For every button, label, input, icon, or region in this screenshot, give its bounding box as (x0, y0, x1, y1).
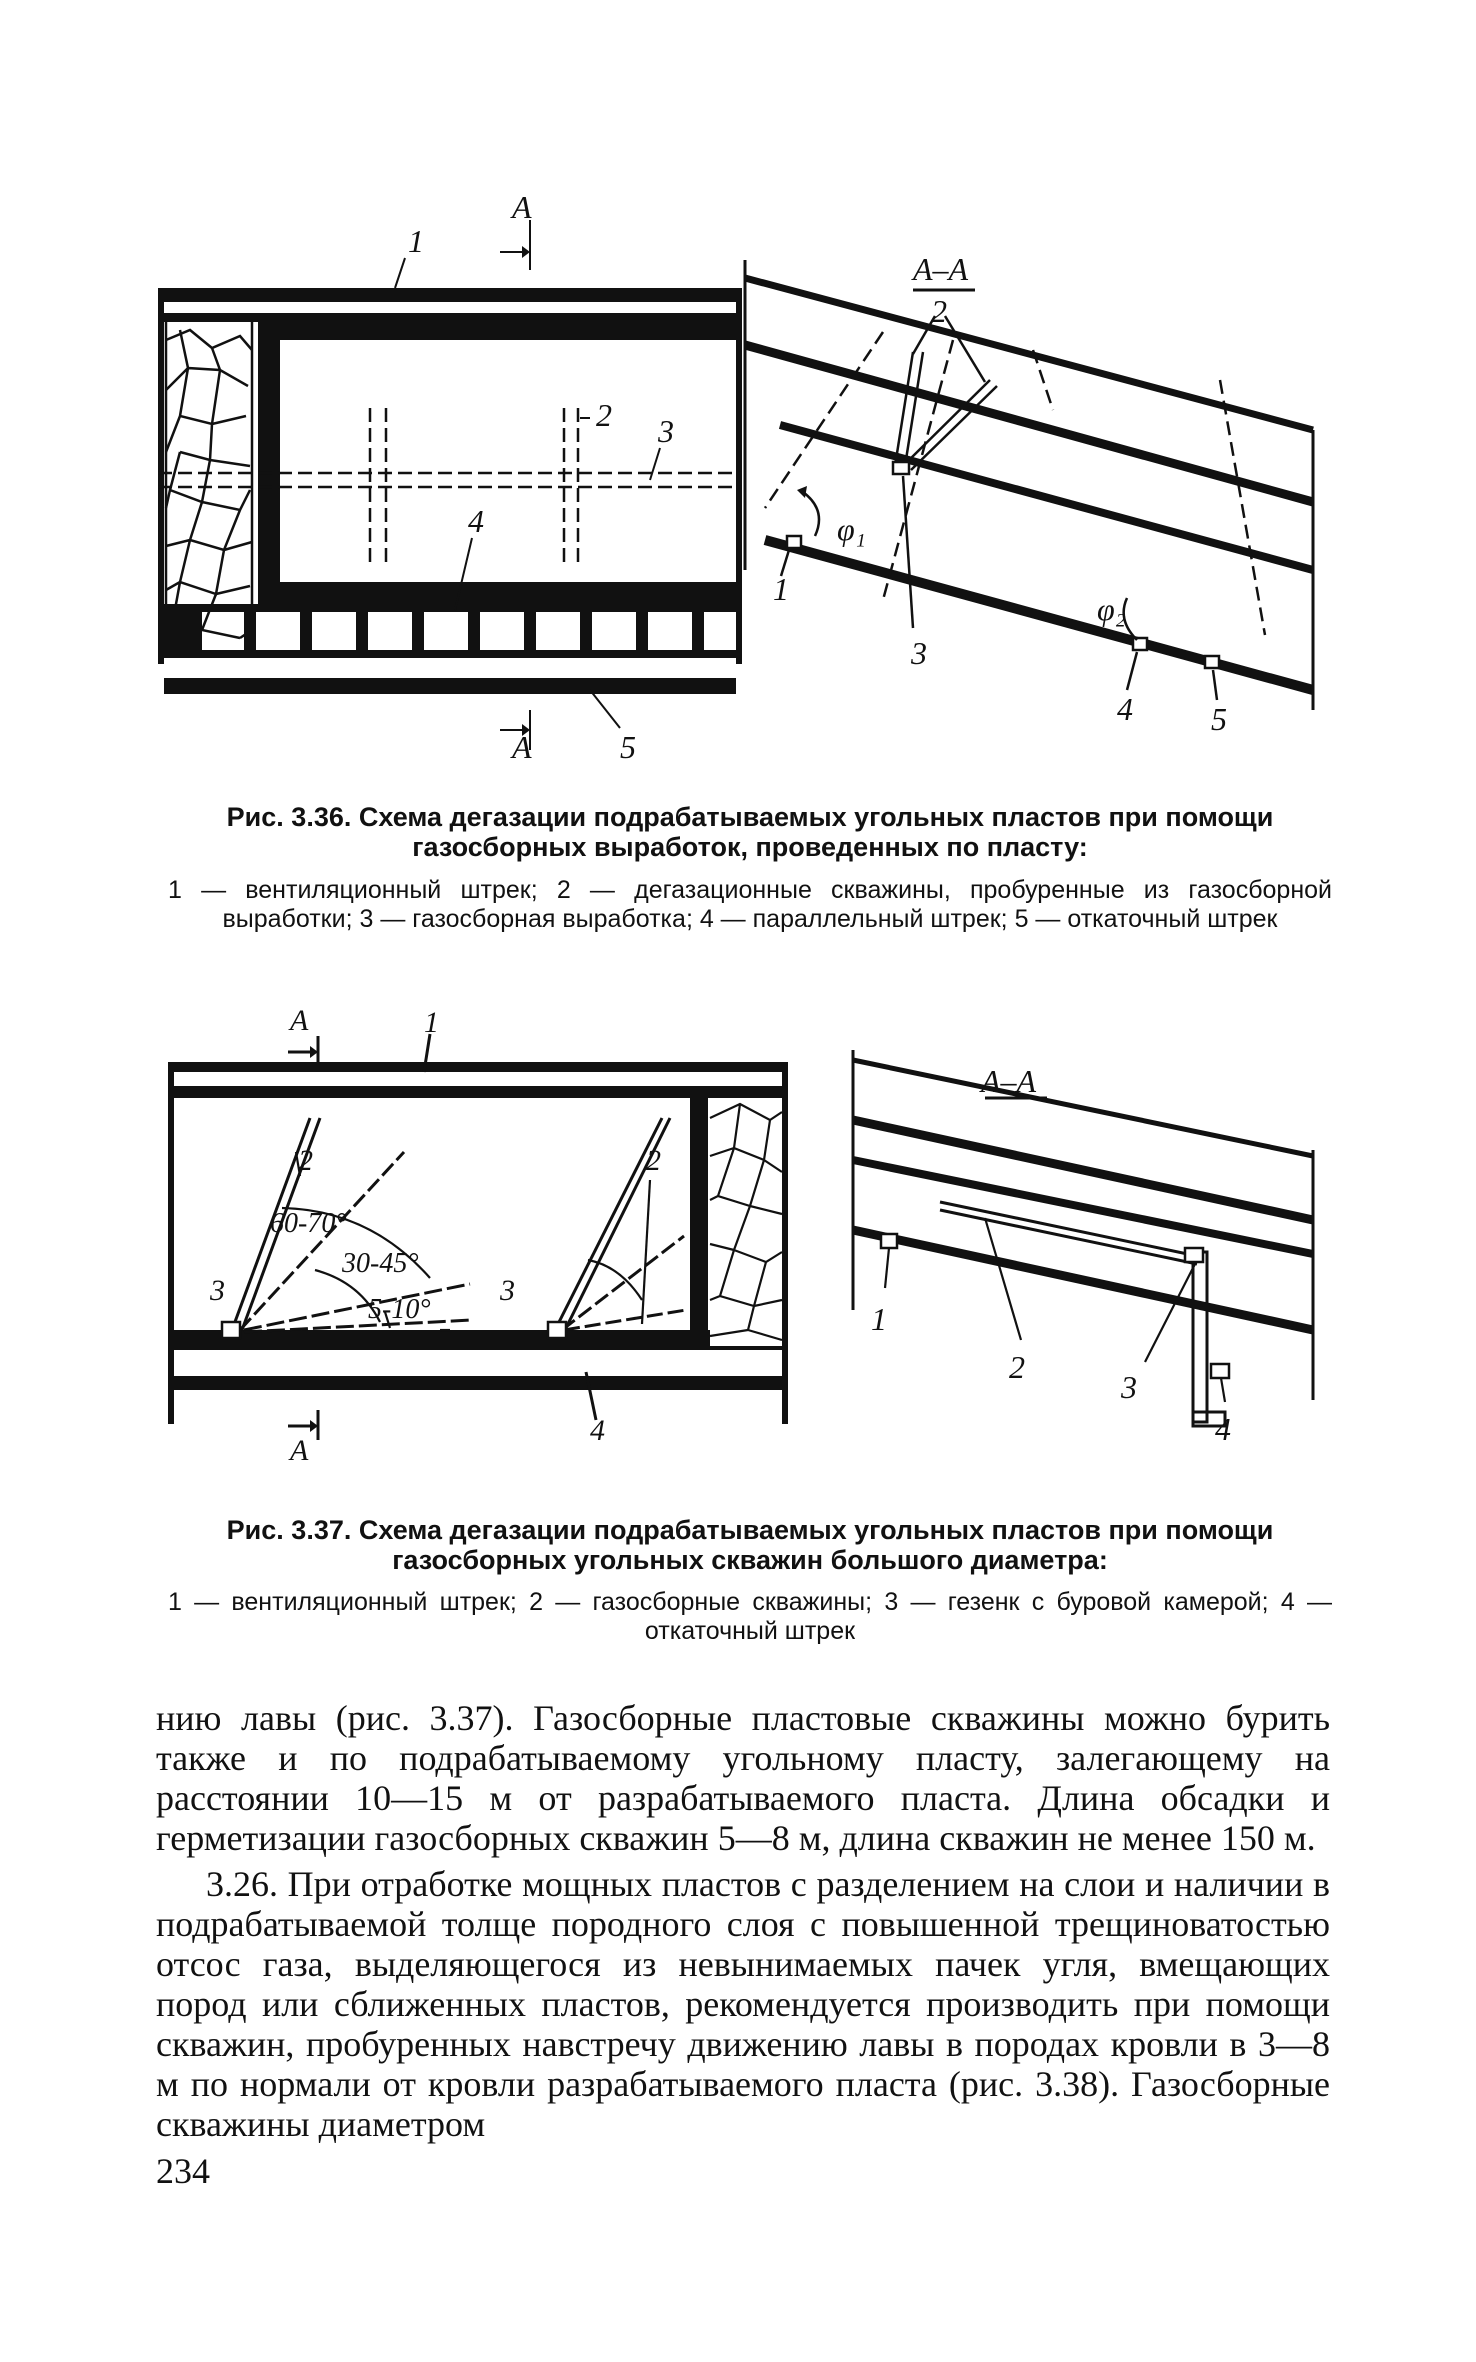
angle-phi-1: φ₁ (837, 511, 866, 547)
plan-label-4: 4 (590, 1414, 605, 1447)
figure-3-37-legend: 1 — вентиляционный штрек; 2 — газосборные скважины; 3 — гезенк с буровой камерой; 4 — откаточный штрек (168, 1588, 1332, 1645)
plan-label-2a: 2 (298, 1144, 313, 1177)
section-label-3: 3 (911, 635, 927, 671)
plan-label-4: 4 (468, 503, 484, 539)
gas-collecting-borehole-section (940, 1202, 1225, 1426)
plan-label-1: 1 (424, 1006, 439, 1039)
paragraph-2: 3.26. При отработке мощных пластов с разделением на слои и наличии в подрабатываемой толще породного слоя с повышенной трещиноватостью отсос газа, выделяющегося из невынимаемых пачек угля, вмещающих пород или сближенных пластов, рекомендуется производить при помощи скважин, пробуренных навстречу движению лавы в породах кровли в 3—8 м по нормали от кровли разрабатываемого пласта (рис. 3.38). Газосборные скважины диаметром (156, 1864, 1330, 2144)
caption-number: Рис. 3.37. (226, 1515, 352, 1545)
section-marker-bottom: А (512, 729, 532, 765)
section-label-4: 4 (1215, 1411, 1231, 1447)
gas-collecting-working (258, 322, 736, 340)
goaf-hatch (710, 1104, 782, 1340)
figure-3-37-section (845, 1040, 1325, 1470)
section-label-5: 5 (1211, 701, 1227, 737)
section-label-3: 3 (1121, 1369, 1137, 1405)
figure-3-37-caption (170, 1515, 1330, 1575)
figure-3-36-legend: 1 — вентиляционный штрек; 2 — дегазационные скважины, пробуренные из газосборной выработки; 3 — газосборная выработка; 4 — параллельный штрек; 5 — откаточный штрек (168, 876, 1332, 933)
haulage-drift (164, 678, 736, 694)
angle-5-10: 5-10° (368, 1294, 431, 1325)
caption-title: Схема дегазации подрабатываемых угольных пластов при помощи газосборных угольных скважин большого диаметра: (358, 1515, 1274, 1575)
section-marker-top: А (290, 1004, 309, 1037)
plan-label-3a: 3 (210, 1274, 225, 1307)
figure-3-37-plan (150, 1000, 810, 1460)
angle-30-45: 30-45° (342, 1248, 419, 1279)
plan-label-5: 5 (620, 729, 636, 765)
section-label-2: 2 (1009, 1349, 1025, 1385)
angle-phi-2: φ₂ (1097, 591, 1126, 627)
pillar-row (164, 604, 736, 658)
figure-3-36-plan (150, 190, 750, 770)
section-label-1: 1 (871, 1301, 887, 1337)
figure-3-36-caption (170, 802, 1330, 862)
ventilation-drift (168, 1062, 788, 1072)
angle-60-70: 60-70° (270, 1208, 347, 1239)
figure-3-36-section (735, 240, 1335, 760)
ventilation-drift (164, 288, 736, 302)
section-label-4: 4 (1117, 691, 1133, 727)
plan-label-3b: 3 (500, 1274, 515, 1307)
section-marker-top: А (512, 190, 532, 225)
section-label-2: 2 (931, 293, 947, 329)
caption-number: Рис. 3.36. (226, 802, 352, 832)
plan-label-3: 3 (658, 413, 674, 449)
solid-coal-pillar (690, 1098, 708, 1332)
body-text (156, 1698, 1330, 2144)
section-label-1: 1 (773, 571, 789, 607)
section-title: А–А (981, 1063, 1037, 1099)
goaf-hatch (166, 317, 252, 654)
plan-label-1: 1 (408, 223, 424, 259)
section-marker-bottom: А (290, 1434, 309, 1460)
plan-label-2: 2 (596, 397, 612, 433)
plan-label-2b: 2 (646, 1144, 661, 1177)
paragraph-1: нию лавы (рис. 3.37). Газосборные пластовые скважины можно бурить также и по подрабатываемому угольному пласту, залегающему на расстоянии 10—15 м от разрабатываемого пласта. Длина обсадки и герметизации газосборных скважин 5—8 м, длина скважин не менее 150 м. (156, 1698, 1330, 1858)
section-title: А–А (913, 251, 969, 287)
page-number: 234 (156, 2151, 210, 2191)
caption-title: Схема дегазации подрабатываемых угольных пластов при помощи газосборных выработок, проведенных по пласту: (358, 802, 1274, 862)
